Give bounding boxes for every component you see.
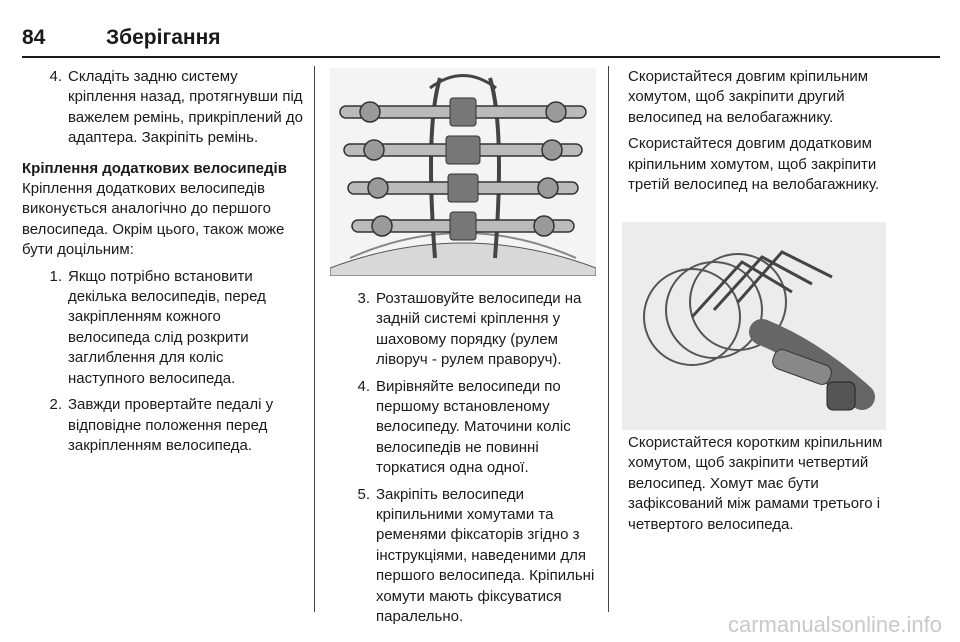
list-item <box>22 267 304 389</box>
list-text: Вирівняйте велосипеди по першому встановленому велосипеду. Маточини коліс велосипедів не повинні торкатися одна одної. <box>376 377 571 477</box>
paragraph-third-bike: Скористайтеся довгим додатковим кріпильним хомутом, щоб закріпити третій велосипед на велобагажнику. <box>628 135 880 194</box>
step-number: 4. <box>49 68 62 85</box>
step-text: Складіть задню систему кріплення назад, протягнувши під важелем ремінь, прикріплений до адаптера. Закріпіть ремінь. <box>68 68 303 147</box>
page-title: Зберігання <box>106 26 221 49</box>
bikes-clamp-photo <box>622 222 886 430</box>
intro-paragraph: Кріплення додаткових велосипедів виконується аналогічно до першого велосипеда. Окрім цього, також може бути доцільним: <box>22 180 285 259</box>
list-text: Розташовуйте велосипеди на задній системі кріплення у шаховому порядку (рулем ліворуч - рулем праворуч). <box>376 290 582 369</box>
header-rule <box>22 56 940 58</box>
column-divider-right <box>608 66 609 612</box>
list-item <box>330 485 600 628</box>
section-heading: Кріплення додаткових велосипедів <box>22 159 287 177</box>
list-item <box>330 377 600 479</box>
list-number: 4. <box>357 377 370 395</box>
column-3-lower <box>628 433 898 541</box>
paragraph-second-bike: Скористайтеся довгим кріпильним хомутом, щоб закріпити другий велосипед на велобагажнику. <box>628 68 869 126</box>
column-1 <box>22 67 304 462</box>
list-number: 2. <box>49 396 62 414</box>
list-item <box>22 395 304 456</box>
page-number: 84 <box>22 26 46 49</box>
list-text: Завжди провертайте педалі у відповідне положення перед закріпленням велосипеда. <box>68 396 274 454</box>
list-text: Якщо потрібно встановити декілька велосипедів, перед закріпленням кожного велосипеда слід розкрити заглиблення для коліс наступного велосипеда. <box>68 267 266 387</box>
column-3 <box>628 67 898 201</box>
list-number: 3. <box>357 290 370 307</box>
column-divider-left <box>314 66 315 612</box>
watermark: carmanualsonline.info <box>727 612 942 637</box>
list-item <box>330 289 600 371</box>
bike-carrier-illustration <box>330 68 596 276</box>
bikes-clamp-drawing <box>622 222 886 430</box>
list-number: 5. <box>357 485 370 503</box>
column-2 <box>330 289 600 634</box>
list-number: 1. <box>49 267 62 285</box>
paragraph-fourth-bike: Скористайтеся коротким кріпильним хомутом, щоб закріпити четвертий велосипед. Хомут має бути зафіксований між рамами третього і четвертого велосипеда. <box>628 434 883 533</box>
list-text: Закріпіть велосипеди кріпильними хомутами та ременями фіксаторів згідно з інструкціями, наведеними для першого велосипеда. Кріпильні хомути мають фіксуватися паралельно. <box>376 485 595 626</box>
step-4 <box>22 67 304 149</box>
bike-carrier-drawing <box>330 68 596 276</box>
